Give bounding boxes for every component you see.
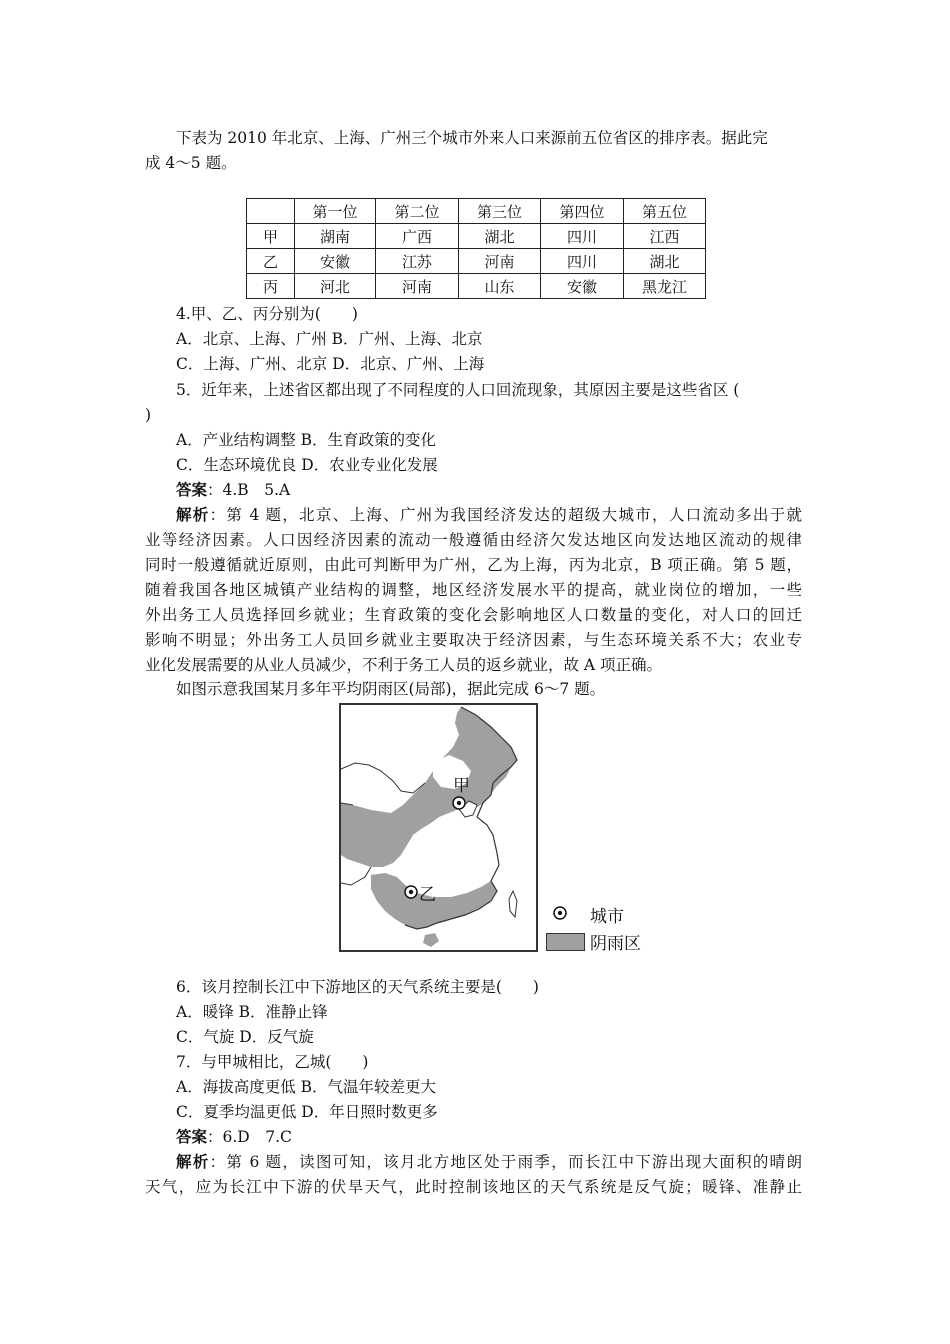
question-5-stem-end: ) [145, 406, 152, 424]
table-header-cell [247, 199, 295, 224]
rain-region-island [423, 933, 439, 947]
table-header-cell: 第三位 [459, 199, 541, 224]
question-5-options-ab: A．产业结构调整 B．生育政策的变化 [176, 431, 437, 449]
answer-text: ：4.B 5.A [207, 481, 291, 499]
table-header-cell: 第一位 [295, 199, 376, 224]
table-row [247, 274, 706, 299]
intro-paragraph-line: 成 4～5 题。 [145, 154, 237, 172]
explanation-line: 随着我国各地区城镇产业结构的调整，地区经济发展水平的提高，就业岗位的增加，一些 [145, 581, 802, 599]
legend-city-label: 城市 [590, 907, 624, 927]
city-jia-dot [457, 801, 461, 805]
answer-text: ：6.D 7.C [207, 1128, 292, 1146]
table-cell: 河南 [459, 249, 541, 274]
table-header-cell: 第四位 [541, 199, 624, 224]
explanation-line [176, 1150, 802, 1174]
explanation-line: 业化发展需要的从业人员减少，不利于务工人员的返乡就业，故 A 项正确。 [145, 656, 663, 674]
map-graphic [341, 705, 536, 950]
table-cell: 乙 [247, 249, 295, 274]
question-6-stem: 6．该月控制长江中下游地区的天气系统主要是( ) [176, 978, 539, 996]
city-yi-label: 乙 [419, 885, 436, 905]
question-7-options-cd: C．夏季均温更低 D．年日照时数更多 [176, 1103, 438, 1121]
explanation-line: 外出务工人员选择回乡就业；生育政策的变化会影响地区人口数量的变化，对人口的回迁 [145, 606, 802, 624]
table-header-cell: 第五位 [624, 199, 706, 224]
table-cell: 四川 [541, 224, 624, 249]
question-7-stem: 7．与甲城相比，乙城( ) [176, 1053, 369, 1071]
table-cell: 甲 [247, 224, 295, 249]
table-cell: 湖北 [459, 224, 541, 249]
table-cell: 江苏 [376, 249, 459, 274]
table-cell: 湖南 [295, 224, 376, 249]
table-row [247, 249, 706, 274]
question-4-options-cd: C．上海、广州、北京 D．北京、广州、上海 [176, 355, 485, 373]
legend-rain-swatch [546, 933, 585, 951]
explanation-line [176, 503, 802, 527]
island-outline [509, 891, 517, 917]
answer-line [176, 1125, 846, 1149]
question-5-stem: 5．近年来，上述省区都出现了不同程度的人口回流现象，其原因主要是这些省区 ( [176, 381, 740, 399]
table-header-cell: 第二位 [376, 199, 459, 224]
map-intro: 如图示意我国某月多年平均阴雨区(局部)，据此完成 6～7 题。 [176, 680, 606, 698]
intro-paragraph-line: 下表为 2010 年北京、上海、广州三个城市外来人口来源前五位省区的排序表。据此完 [176, 129, 768, 147]
question-7-options-ab: A．海拔高度更低 B．气温年较差更大 [176, 1078, 437, 1096]
explanation-line: 同时一般遵循就近原则，由此可判断甲为广州，乙为上海，丙为北京，B 项正确。第 5 题， [145, 556, 802, 574]
question-4-stem: 4.甲、乙、丙分别为( ) [176, 305, 358, 323]
city-icon [552, 905, 570, 923]
explanation-text: ：第 6 题，读图可知，该月北方地区处于雨季，而长江中下游出现大面积的晴朗 [209, 1153, 802, 1171]
explanation-line: 影响不明显；外出务工人员回乡就业主要取决于经济因素，与生态环境关系不大；农业专 [145, 631, 802, 649]
ranking-table [246, 198, 706, 299]
explanation-label: 解析 [176, 1152, 210, 1171]
explanation-text: ：第 4 题，北京、上海、广州为我国经济发达的超级大城市，人口流动多出于就 [209, 506, 802, 524]
city-yi-dot [409, 890, 413, 894]
table-cell: 湖北 [624, 249, 706, 274]
explanation-label: 解析 [176, 505, 210, 524]
answer-line [176, 478, 846, 502]
rain-area-map [339, 703, 538, 952]
question-4-options-ab: A．北京、上海、广州 B．广州、上海、北京 [176, 330, 483, 348]
table-cell: 四川 [541, 249, 624, 274]
question-6-options-cd: C．气旋 D．反气旋 [176, 1028, 314, 1046]
table-cell: 山东 [459, 274, 541, 299]
answer-label: 答案 [176, 1127, 208, 1146]
table-cell: 河南 [376, 274, 459, 299]
explanation-line: 业等经济因素。人口因经济因素的流动一般遵循由经济欠发达地区向发达地区流动的规律 [145, 531, 802, 549]
rain-region-north [341, 707, 517, 867]
table-cell: 广西 [376, 224, 459, 249]
table-header-row [247, 199, 706, 224]
table-cell: 丙 [247, 274, 295, 299]
table-cell: 河北 [295, 274, 376, 299]
question-5-options-cd: C．生态环境优良 D．农业专业化发展 [176, 456, 438, 474]
table-cell: 黑龙江 [624, 274, 706, 299]
table-cell: 安徽 [541, 274, 624, 299]
table-cell: 江西 [624, 224, 706, 249]
explanation-line: 天气，应为长江中下游的伏旱天气，此时控制该地区的天气系统是反气旋；暖锋、准静止 [145, 1178, 802, 1196]
table-cell: 安徽 [295, 249, 376, 274]
city-jia-label: 甲 [453, 776, 470, 796]
legend-rain-label: 阴雨区 [590, 934, 641, 954]
answer-label: 答案 [176, 480, 208, 499]
table-row [247, 224, 706, 249]
question-6-options-ab: A．暖锋 B．准静止锋 [176, 1003, 328, 1021]
